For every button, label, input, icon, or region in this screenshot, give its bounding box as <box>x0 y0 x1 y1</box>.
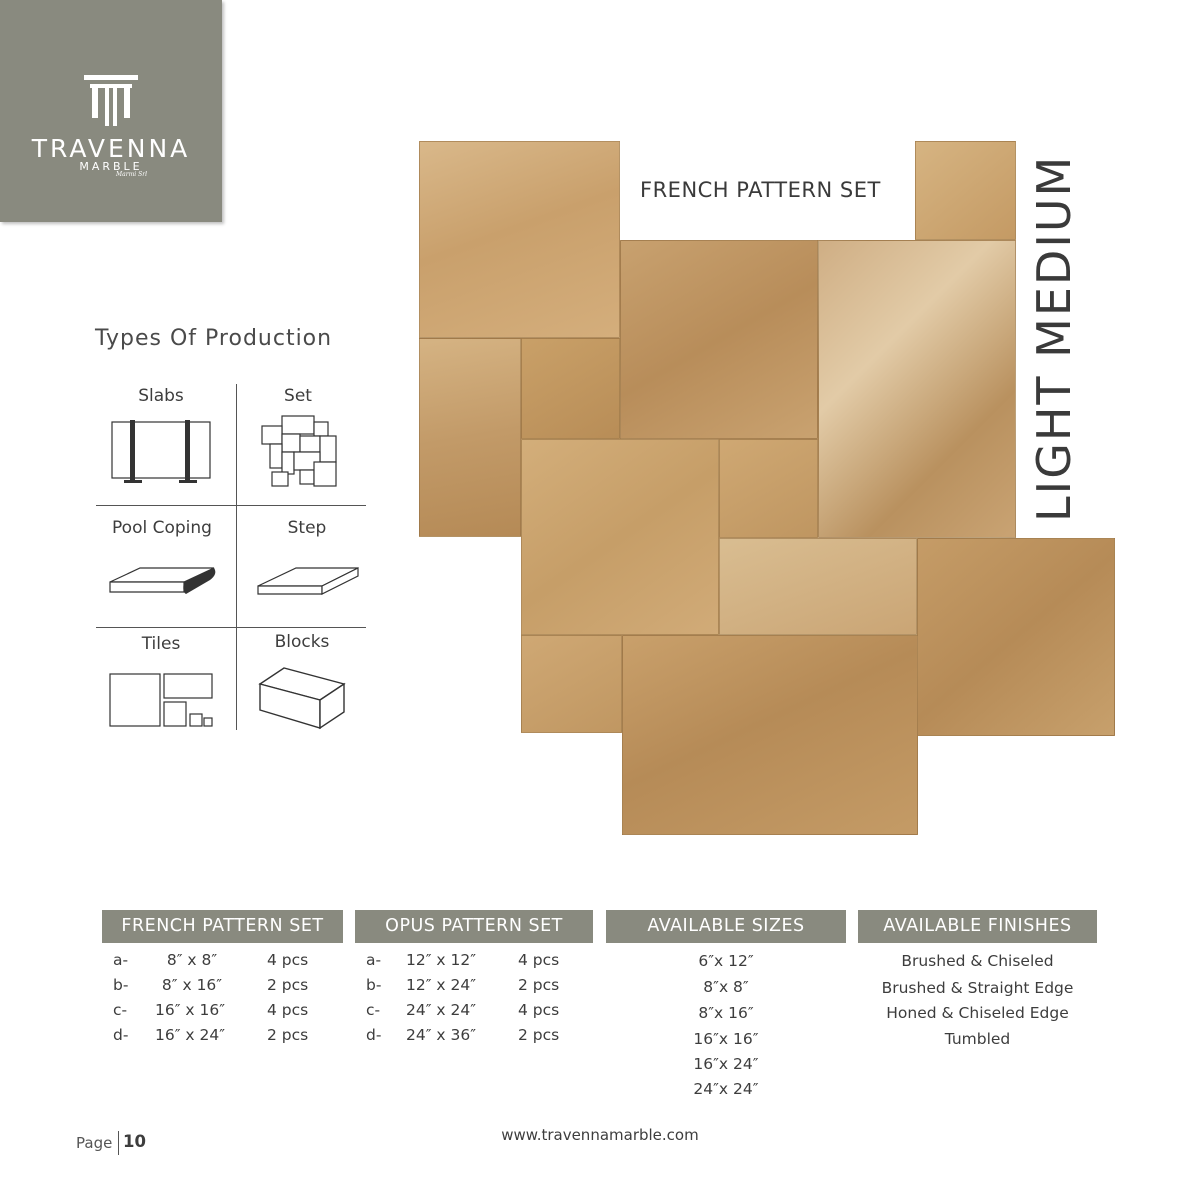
row-letter: a- <box>113 951 129 969</box>
production-label-pool-coping: Pool Coping <box>112 518 212 538</box>
finish-item: Tumbled <box>944 1030 1011 1048</box>
row-size: 8″ x 16″ <box>161 976 223 994</box>
row-qty: 4 pcs <box>518 1001 560 1019</box>
row-size: 12″ x 12″ <box>405 951 477 969</box>
travertine-tile <box>620 240 818 439</box>
grid-divider-horizontal <box>96 627 366 628</box>
website-link[interactable]: www.travennamarble.com <box>501 1126 699 1144</box>
row-letter: c- <box>113 1001 128 1019</box>
set-icon <box>260 414 340 490</box>
page-number: 10 <box>123 1132 146 1151</box>
column-logo-icon <box>84 75 138 127</box>
brand-signature: Marmi Srl <box>116 171 148 178</box>
row-qty: 2 pcs <box>518 976 560 994</box>
production-label-step: Step <box>287 518 327 538</box>
production-label-blocks: Blocks <box>274 632 330 652</box>
travertine-tile <box>719 538 917 635</box>
color-variant-title: LIGHT MEDIUM <box>1027 154 1081 522</box>
production-title: Types Of Production <box>95 326 333 351</box>
size-item: 16″x 16″ <box>693 1030 759 1048</box>
step-icon <box>256 564 360 602</box>
travertine-tile <box>419 338 521 537</box>
size-item: 8″x 16″ <box>698 1004 754 1022</box>
available-finishes-header: AVAILABLE FINISHES <box>858 910 1097 943</box>
row-size: 12″ x 24″ <box>405 976 477 994</box>
row-qty: 4 pcs <box>267 1001 309 1019</box>
available-sizes-header: AVAILABLE SIZES <box>606 910 846 943</box>
finish-item: Brushed & Chiseled <box>901 952 1054 970</box>
pool-coping-icon <box>106 562 218 604</box>
row-qty: 2 pcs <box>267 976 309 994</box>
row-qty: 4 pcs <box>518 951 560 969</box>
finish-item: Honed & Chiseled Edge <box>886 1004 1069 1022</box>
slabs-icon <box>106 418 216 486</box>
finish-item: Brushed & Straight Edge <box>881 979 1074 997</box>
travertine-tile <box>719 439 818 538</box>
row-size: 24″ x 24″ <box>405 1001 477 1019</box>
travertine-tile <box>521 338 620 439</box>
travertine-tile <box>521 635 622 733</box>
row-letter: c- <box>366 1001 381 1019</box>
tiles-icon <box>108 672 216 730</box>
brand-name: TRAVENNA <box>31 134 191 163</box>
opus-pattern-header: OPUS PATTERN SET <box>355 910 593 943</box>
blocks-icon <box>256 662 348 732</box>
row-size: 24″ x 36″ <box>405 1026 477 1044</box>
size-item: 16″x 24″ <box>693 1055 759 1073</box>
travertine-tile <box>915 141 1016 240</box>
production-label-slabs: Slabs <box>138 386 184 406</box>
production-label-tiles: Tiles <box>141 634 181 654</box>
row-qty: 2 pcs <box>267 1026 309 1044</box>
brand-subtitle: MARBLE <box>79 160 143 173</box>
travertine-tile <box>818 240 1016 538</box>
size-item: 6″x 12″ <box>698 952 754 970</box>
row-letter: d- <box>113 1026 129 1044</box>
row-letter: a- <box>366 951 382 969</box>
grid-divider-vertical <box>236 384 237 730</box>
travertine-tile <box>419 141 620 338</box>
brand-logo-panel <box>0 0 222 222</box>
travertine-tile <box>622 635 918 835</box>
grid-divider-horizontal <box>96 505 366 506</box>
collage-title: FRENCH PATTERN SET <box>640 178 881 202</box>
row-size: 16″ x 24″ <box>154 1026 226 1044</box>
page-label: Page <box>76 1134 113 1152</box>
travertine-tile <box>521 439 719 635</box>
row-size: 8″ x 8″ <box>166 951 218 969</box>
row-size: 16″ x 16″ <box>154 1001 226 1019</box>
row-qty: 4 pcs <box>267 951 309 969</box>
row-qty: 2 pcs <box>518 1026 560 1044</box>
size-item: 24″x 24″ <box>693 1080 759 1098</box>
french-pattern-header: FRENCH PATTERN SET <box>102 910 343 943</box>
row-letter: b- <box>366 976 382 994</box>
production-label-set: Set <box>284 386 312 406</box>
row-letter: d- <box>366 1026 382 1044</box>
travertine-tile <box>917 538 1115 736</box>
row-letter: b- <box>113 976 129 994</box>
size-item: 8″x 8″ <box>703 978 749 996</box>
